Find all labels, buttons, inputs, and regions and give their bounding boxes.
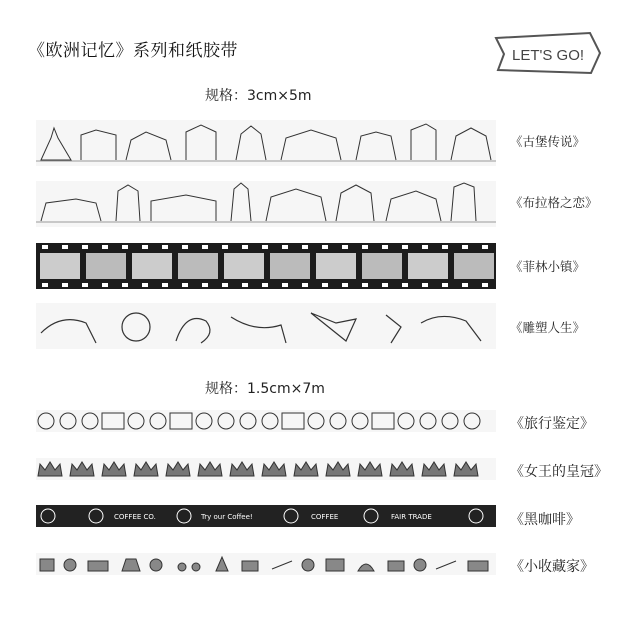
label-travel: 《旅行鉴定》 bbox=[510, 416, 594, 432]
castle-sketch-art bbox=[36, 120, 496, 166]
label-prague: 《布拉格之恋》 bbox=[510, 195, 598, 210]
tape-coffee bbox=[36, 505, 496, 527]
coffee-word-1: COFFEE CO. bbox=[114, 513, 156, 521]
label-coffee: 《黑咖啡》 bbox=[510, 512, 580, 528]
spec-wide: 规格：3cm×5m bbox=[205, 88, 312, 104]
tape-crowns bbox=[36, 458, 496, 480]
film-strip-art bbox=[36, 243, 496, 289]
coffee-label-art bbox=[36, 505, 496, 527]
spec-thin: 规格：1.5cm×7m bbox=[205, 381, 325, 397]
lets-go-badge bbox=[490, 30, 606, 76]
coffee-word-4: FAIR TRADE bbox=[391, 513, 432, 521]
label-crowns: 《女王的皇冠》 bbox=[510, 464, 608, 480]
label-sculpture: 《雕塑人生》 bbox=[510, 320, 586, 335]
collectible-art bbox=[36, 553, 496, 575]
tape-travel-stamps bbox=[36, 410, 496, 432]
tape-film bbox=[36, 243, 496, 289]
page-title: 《欧洲记忆》系列和纸胶带 bbox=[28, 41, 238, 61]
label-film: 《菲林小镇》 bbox=[510, 259, 586, 274]
label-collectibles: 《小收藏家》 bbox=[510, 559, 594, 575]
coffee-word-2: Try our Coffee! bbox=[201, 513, 253, 521]
badge-text: LET'S GO! bbox=[512, 47, 585, 64]
tape-castle bbox=[36, 120, 496, 166]
sculpture-sketch-art bbox=[36, 303, 496, 349]
label-castle: 《古堡传说》 bbox=[510, 134, 586, 149]
tape-sculpture bbox=[36, 303, 496, 349]
tape-prague bbox=[36, 181, 496, 227]
crown-art bbox=[36, 458, 496, 480]
prague-building-art bbox=[36, 181, 496, 227]
tape-collectibles bbox=[36, 553, 496, 575]
coffee-word-3: COFFEE bbox=[311, 513, 339, 521]
travel-stamp-art bbox=[36, 410, 496, 432]
